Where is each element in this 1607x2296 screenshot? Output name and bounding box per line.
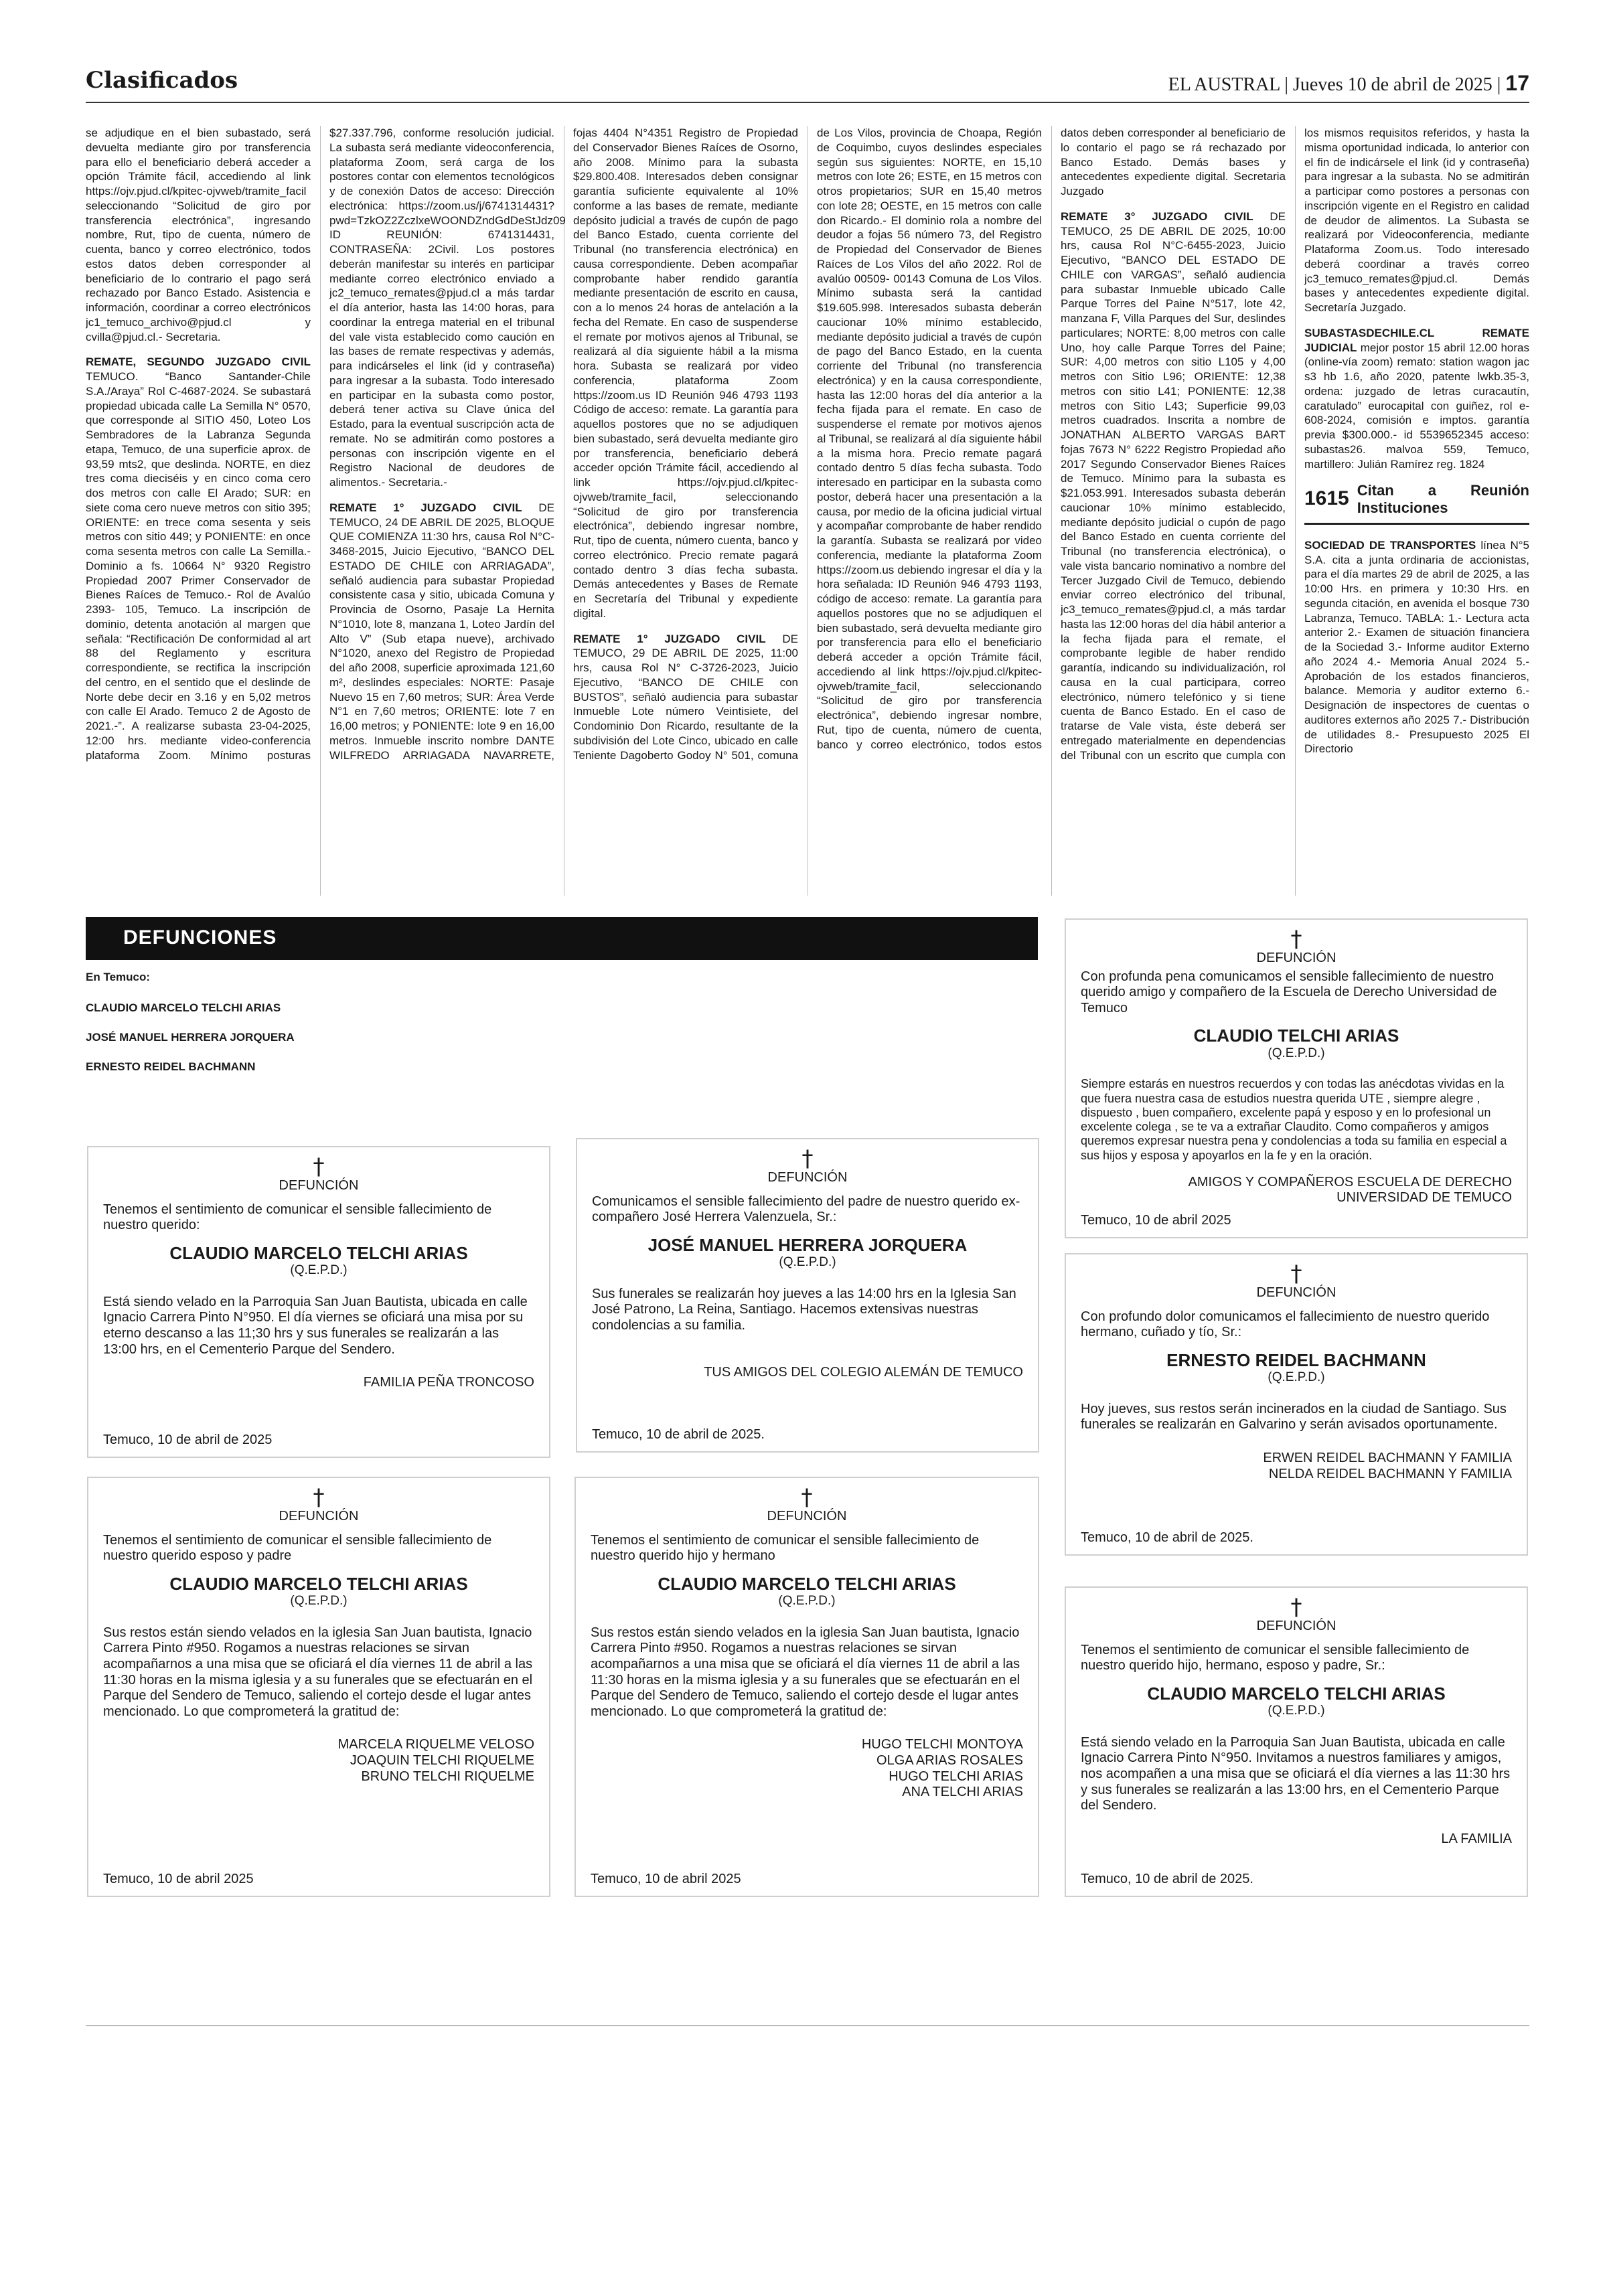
card-signature [591, 1737, 1023, 1800]
card-date: Temuco, 10 de abril 2025 [103, 1872, 254, 1887]
list-item: JOSÉ MANUEL HERRERA JORQUERA [86, 1031, 295, 1044]
citaciones-code: 1615 [1304, 487, 1349, 510]
cross-icon: † [313, 1153, 325, 1180]
page-header [86, 67, 1529, 103]
deceased-name: CLAUDIO MARCELO TELCHI ARIAS [169, 1242, 468, 1263]
card-body: Está siendo velado en la Parroquia San Juan Bautista, ubicada en calle Ignacio Carrera Pinto N°950. Invitamos a nuestros familiares y amigos, nos acompañen a una misa que se oficiará el día viernes a las 11:30 hrs y sus funerales se realizarán a las 13:00 hrs, en el Cementerio Parque del Sendero. [1081, 1734, 1511, 1813]
qepd: (Q.E.P.D.) [290, 1263, 348, 1278]
card-body: Está siendo velado en la Parroquia San Juan Bautista, ubicada en calle Ignacio Carrera Pinto N°950. El día viernes se oficiará una misa por su eterno descanso a las 11;30 hrs y sus funerales se realizarán a las 13:00 hrs, en el Cementerio Parque del Sendero. [103, 1294, 528, 1357]
card-date: Temuco, 10 de abril 2025 [1081, 1213, 1231, 1228]
card-title: DEFUNCIÓN [1256, 951, 1336, 965]
deceased-name: CLAUDIO TELCHI ARIAS [1193, 1026, 1399, 1046]
signature-line: OLGA ARIAS ROSALES [876, 1753, 1023, 1769]
signature-line: HUGO TELCHI MONTOYA [861, 1737, 1023, 1752]
citacion-notice [1304, 538, 1529, 756]
ad-heading: SUBASTASDECHILE.CL REMATE JUDICIAL [1304, 326, 1529, 354]
card-body: Hoy jueves, sus restos serán incinerados en la ciudad de Santiago. Sus funerales se realizarán en Galvarino y serán avisados oportunamente. [1081, 1401, 1507, 1432]
card-signature [1081, 1175, 1512, 1206]
card-intro: Comunicamos el sensible fallecimiento del padre de nuestro querido ex-compañero José Herrera Valenzuela, Sr.: [592, 1194, 1020, 1225]
card-intro: Con profunda pena comunicamos el sensible fallecimiento de nuestro querido amigo y compañero de la Escuela de Derecho Universidad de Temuco [1081, 969, 1497, 1015]
cross-icon: † [1290, 926, 1302, 953]
cross-icon: † [1290, 1594, 1302, 1621]
card-title: DEFUNCIÓN [1256, 1619, 1336, 1633]
deceased-name: ERNESTO REIDEL BACHMANN [1166, 1349, 1426, 1370]
card-signature [103, 1375, 534, 1391]
deceased-name: JOSÉ MANUEL HERRERA JORQUERA [647, 1234, 968, 1255]
card-date: Temuco, 10 de abril 2025 [591, 1872, 741, 1887]
ad-heading: REMATE 3° JUZGADO CIVIL [1061, 210, 1253, 223]
card-title: DEFUNCIÓN [1256, 1285, 1336, 1300]
card-intro: Tenemos el sentimiento de comunicar el sensible fallecimiento de nuestro querido: [103, 1202, 492, 1233]
ad-text: mejor postor 15 abril 12.00 horas (online-vía zoom) remato: station wagon jac s3 hb 1.6, año 2020, patente lwkb.35-3, ordena: juzgado de letras curacautín, caratulado” eurocapital con guiñez, rol e-608-2024, comisión e imptos. garantía previa $300.000.- id 5539652345 acceso: subastas26. malvoa 559, Temuco, martillero: Julián Ramírez reg. 1824 [1304, 341, 1529, 471]
obituary-card [87, 1477, 550, 1897]
card-body: Siempre estarás en nuestros recuerdos y con todas las anécdotas vividas en la que fuera nuestra casa de estudios nuestra querida UTE , siempre alegre , dispuesto , buen compañero, excelente papá y esposo y en lo profesional un excelente colega , se te va a extrañar Claudito. Como compañeros y amigos queremos expresar nuestra pena y condolencias a toda su familia en especial a sus hijos y esposa y apoyarlos en la fe y en la oración. [1081, 1077, 1507, 1162]
deceased-name: CLAUDIO MARCELO TELCHI ARIAS [658, 1573, 956, 1594]
card-title: DEFUNCIÓN [767, 1509, 847, 1524]
section-title: Clasificados [86, 67, 238, 94]
signature-line: HUGO TELCHI ARIAS [889, 1769, 1023, 1784]
card-date: Temuco, 10 de abril de 2025. [592, 1427, 765, 1443]
cross-icon: † [801, 1484, 813, 1511]
defunciones-list [86, 971, 755, 1090]
obituary-card [87, 1146, 550, 1458]
ad-text: se adjudique en el bien subastado, será devuelta mediante giro por transferencia para ello el beneficiario deberá acceder a opción Trámite fácil, accediendo al link https://ojv.pjud.cl/kpitec-ojvweb/tramite_facil seleccionando “Solicitud de giro por transferencia electrónica”, ingresando nombre, Rut, tipo de cuenta, número de cuenta, banco y correo electrónico, todos estos datos deben corresponder al beneficiario de lo contrario el pago será rechazado por Banco Estado. Asistencia e información, coordinar a correo electrónicos jc1_temuco_archivo@pjud.cl y cvilla@pjud.cl.- Secretaria. [86, 127, 311, 343]
defunciones-bar [86, 917, 1038, 960]
ad-heading: REMATE, SEGUNDO JUZGADO CIVIL [86, 355, 311, 369]
card-signature [592, 1365, 1023, 1381]
card-date: Temuco, 10 de abril de 2025. [1081, 1872, 1253, 1887]
list-item: CLAUDIO MARCELO TELCHI ARIAS [86, 1001, 281, 1014]
obituary-card [1065, 918, 1528, 1238]
page-number: 17 [1505, 71, 1529, 95]
card-intro: Con profundo dolor comunicamos el fallecimiento de nuestro querido hermano, cuñado y tío, Sr.: [1081, 1309, 1490, 1340]
signature-line: LA FAMILIA [1441, 1831, 1512, 1846]
folio-text: EL AUSTRAL | Jueves 10 de abril de 2025 | [1168, 74, 1501, 95]
defunciones-title: DEFUNCIONES [123, 926, 277, 949]
ad-text: DE TEMUCO, 24 DE ABRIL DE 2025, BLOQUE QUE COMIENZA 11:30 hrs, causa Rol N°C-3468-2015, Juicio Ejecutivo, “BANCO DEL ESTADO DE CHILE con ARRIAGADA”, señaló audiencia para subastar Propiedad consistente casa y sitio, ubicada Comuna y Provincia de Osorno, Pasaje La Hernita N°1010, lote 8, manzana 1, Loteo Jardín del Alto V” (Sub etapa nueve), archivado N°1020, anexo del Registro de Propiedad del año 2008, superficie aproximada 121,60 m², deslindes especiales: NORTE: Pasaje Nuevo 15 en 7,60 metros; SUR: Área Verde N°1 en 7,60 metros; ORIENTE: lote 7 en 16,00 metros; y PONIENTE: lote 9 en 16,00 metros. Inmueble inscrito nombre DANTE WILFREDO ARRIAGADA NAVARRETE, fojas 4404 N°4351 Registro de Propiedad del Conservador Bienes Raíces de Osorno, año 2008. Mínimo para la subasta $29.800.408. Interesados deben consignar garantía suficiente equivalente al 10% conforme a las bases de remate, mediante depósito judicial a través de cupón de pago del Banco Estado, cuenta corriente del Tribunal (no transferencia electrónica) en causa correspondiente. Deben acompañar comprobante haber rendido garantía mediante presentación de escrito en causa, con a lo menos 24 horas de antelación a la fecha del Remate. En caso de suspenderse el remate por motivos ajenos al Tribunal, se realizará al día siguiente hábil a la misma hora. Subasta se realizará por video conferencia, plataforma Zoom https://zoom.us ID Reunión 946 4793 1193 Código de acceso: remate. La garantía para aquellos postores que no se adjudiquen bien subastado, será devuelta mediante giro por transferencia, beneficiario deberá acceder opción Trámite fácil, accediendo al link https://ojv.pjud.cl/kpitec-ojvweb/tramite_facil, seleccionando “Solicitud de giro por transferencia electrónica”, debiendo ingresar nombre, Rut, tipo de cuenta, número cuenta, banco y correo electrónico. Precio remate pagará contado dentro 3 días fecha subasta. Demás antecedentes y Bases de Remate en Secretaría del Tribunal y expediente digital. [329, 127, 798, 762]
obituary-card [575, 1477, 1039, 1897]
card-intro: Tenemos el sentimiento de comunicar el sensible fallecimiento de nuestro querido hijo, hermano, esposo y padre, Sr.: [1081, 1642, 1470, 1673]
qepd: (Q.E.P.D.) [1268, 1046, 1325, 1061]
cross-icon: † [1290, 1260, 1302, 1287]
card-body: Sus restos están siendo velados en la iglesia San Juan bautista, Ignacio Carrera Pinto #950. Rogamos a nuestras relaciones se sirvan acompañarnos a una misa que se oficiará el día viernes 11 de abril a las 11:30 horas en la misma iglesia y a su funerales que se efectuarán en el Parque del Sendero de Temuco, saliendo el cortejo desde el lugar antes mencionado. Lo que comprometerá la gratitud de: [103, 1625, 533, 1719]
signature-line: NELDA REIDEL BACHMANN Y FAMILIA [1268, 1466, 1512, 1481]
card-title: DEFUNCIÓN [279, 1178, 359, 1193]
ad-heading: REMATE 1° JUZGADO CIVIL [573, 632, 766, 645]
card-signature [1081, 1451, 1512, 1482]
ad-text: línea N°5 S.A. cita a junta ordinaria de accionistas, para el día martes 29 de abril de 2025, a las 10:00 Hrs. en primera y 10:30 Hrs. en segunda citación, en avenida el bosque 730 Labranza, Temuco. TABLA: 1.- Lectura acta anterior 2.- Examen de situación financiera de la Sociedad 3.- Informe auditor Externo año 2024 4.- Memoria Anual 2024 5.- Aprobación de los estados financieros, balance. Memoria y auditor externo 6.- Designación de inspectores de cuentas o auditores externos año 2025 7.- Distribución de utilidades 8.- Presupuesto 2025 El Directorio [1304, 538, 1529, 756]
qepd: (Q.E.P.D.) [1268, 1370, 1325, 1385]
obituary-card [1065, 1253, 1528, 1556]
card-title: DEFUNCIÓN [767, 1170, 848, 1185]
qepd: (Q.E.P.D.) [1268, 1704, 1325, 1718]
ad-text: DE TEMUCO, 29 DE ABRIL DE 2025, 11:00 hrs, causa Rol N° C-3726-2023, Juicio Ejecutivo, “BANCO DE CHILE con BUSTOS”, señaló audiencia para subastar Inmueble Lote número Veintisiete, del Condominio Don Ricardo, resultante de la subdivisión del Lote Cinco, ubicado en calle Teniente Dagoberto Godoy N° 501, comuna de Los Vilos, provincia de Choapa, Región de Coquimbo, cuyos deslindes especiales según sus siguientes: NORTE, en 15,10 metros con lote 26; ESTE, en 15 metros con otros propietarios; SUR en 15,40 metros con lote 28; OESTE, en 15 metros con calle don Ricardo.- El dominio rola a nombre del deudor a fojas 56 número 73, del Registro de Propiedad del Conservador de Bienes Raíces de Los Vilos del año 2022. Rol de avalúo 00509- 00143 Comuna de Los Vilos. Mínimo subasta será la cantidad $19.605.998. Interesados subasta deberán caucionar 10% mínimo establecido, mediante depósito judicial a través de cupón de pago del Banco Estado, en la cuenta corriente del Tribunal (no transferencia electrónica) y en la causa correspondiente, hasta las 12:00 horas del día anterior a la fecha fijada para el remate. En caso de suspenderse el remate por motivos ajenos al Tribunal, se realizará al día siguiente hábil a la misma hora. Precio remate pagará contado dentro 5 días fecha subasta. Todo interesado en participar en la subasta como postor, deberá hacer una presentación a la causa, por medio de la oficina judicial virtual y acompañar comprobante de haber rendido la garantía. Subasta se realizará por video conferencia, mediante la plataforma Zoom https://zoom.us debiendo ingresar el día y la hora señalada: ID Reunión 946 4793 1193, código de acceso: remate. La garantía para aquellos postores que no se adjudiquen el bien subastado, será devuelta mediante giro por transferencia para ello el beneficiario deberá acceder a opción Trámite fácil, accediendo al link https://ojv.pjud.cl/kpitec-ojvweb/tramite_facil, seleccionando “Solicitud de giro por transferencia electrónica”, debiendo ingresar nombre, Rut, tipo de cuenta, número de cuenta, banco y correo electrónico, todos estos datos deben corresponder al beneficiario de lo contario el pago se rá rechazado por Banco Estado. Demás bases y antecedentes expediente digital. Secretaria Juzgado [573, 127, 1286, 762]
ad-text: TEMUCO. “Banco Santander-Chile S.A./Araya” Rol C-4687-2024. Se subastará propiedad ubicada calle La Semilla N° 0570, que corresponde al SITIO 450, Loteo Los Sembradores de la Labranza Segunda etapa, Temuco, de una superficie aprox. de 93,59 mts2, que deslinda. NORTE, en diez tres coma dieciséis y en cinco coma cero dos metros con calle El Arado; SUR: en siete coma cero nueve metros con sitio 395; ORIENTE: en trece coma sesenta y seis metros con sitio 449; y PONIENTE: en once coma sesenta metros con calle La Semilla.- Dominio a fs. 10664 N° 9320 Registro Propiedad 2007 Primer Conservador de Bienes Raíces de Temuco.- Rol de Avalúo 2393- 105, Temuco. La inscripción de dominio, detenta anotación al margen que señala: “Rectificación De conformidad al art 88 del Reglamento y escritura correspondiente, se rectifica la inscripción del centro, en el sentido que el deslinde de Norte debe decir en 3.16 y en 5,02 metros con calle El Arado. Temuco 2 de Agosto de 2021.-”. A realizarse subasta 23-04-2025, 12:00 hrs. mediante video-conferencia plataforma Zoom. Mínimo posturas $27.337.796, conforme resolución judicial. La subasta será mediante videoconferencia, plataforma Zoom, será carga de los postores contar con elementos tecnológicos y de conexión Datos de acceso: Dirección electrónica: https://zoom.us/j/6741314431?pwd=TzkOZ2ZczlxeWOONDZndGdDeStJdz09 ID REUNIÓN: 6741314431, CONTRASEÑA: 2Civil. Los postores deberán manifestar su interés en participar mediante correo electrónico enviado a jc2_temuco_remates@pjud.cl a más tardar el día anterior, hasta las 14:00 horas, para coordinar la entrega material en el tribunal del vale vista establecido como caución en las bases de remate respectivas y además, para indicárseles el link (id y contraseña) para ingresar a la subasta. Todo interesado en participar en la subasta como postor, deberá tener activa su Clave única del Estado, para la eventual suscripción acta de remate. No se admitirán como postores a personas con inscripción vigente en el Registro Nacional de deudores de alimentos.- Secretaria.- [86, 127, 566, 762]
cross-icon: † [313, 1484, 325, 1511]
obituary-card [576, 1138, 1039, 1453]
deceased-name: CLAUDIO MARCELO TELCHI ARIAS [169, 1573, 468, 1594]
signature-line: MARCELA RIQUELME VELOSO [337, 1737, 534, 1752]
citaciones-label: Citan a Reunión Instituciones [1357, 482, 1529, 516]
signature-line: UNIVERSIDAD DE TEMUCO [1336, 1190, 1512, 1206]
classified-ad [86, 126, 311, 344]
cross-icon: † [801, 1145, 814, 1172]
card-date: Temuco, 10 de abril de 2025. [1081, 1530, 1253, 1546]
card-body: Sus restos están siendo velados en la iglesia San Juan bautista, Ignacio Carrera Pinto #950. Rogamos a nuestras relaciones se sirvan acompañarnos a una misa que se oficiará el día viernes 11 de abril a las 11:30 horas en la misma iglesia y a su funerales que se efectuarán en el Parque del Sendero de Temuco, saliendo el cortejo desde el lugar antes mencionado. Lo que comprometerá la gratitud de: [591, 1625, 1020, 1719]
qepd: (Q.E.P.D.) [779, 1255, 836, 1270]
signature-line: BRUNO TELCHI RIQUELME [361, 1769, 534, 1784]
signature-line: ERWEN REIDEL BACHMANN Y FAMILIA [1263, 1451, 1512, 1466]
ad-text: DE TEMUCO, 25 DE ABRIL DE 2025, 10:00 hrs, causa Rol N°C-6455-2023, Juicio Ejecutivo, “BANCO DEL ESTADO DE CHILE con VARGAS”, señaló audiencia para subastar Inmueble ubicado Calle Parque Torres del Paine N°517, lote 42, manzana F, Villa Parques del Sur, deslindes particulares; NORTE: 8,00 metros con calle Uno, hoy calle Parque Torres del Paine; SUR: 4,00 metros con sitio L105 y 4,00 metros con Sitio L96; ORIENTE: 12,38 metros con sitio L41; PONIENTE: 12,38 metros con Sitio L43; Superficie 99,03 metros cuadrados. Inscrita a nombre de JONATHAN ALBERTO VARGAS BART fojas 7673 N° 6222 Registro Propiedad año 2017 Segundo Conservador Bienes Raíces de Temuco. Mínimo para la subasta es $21.053.991. Interesados subasta deberán caucionar 10% mínimo establecido, mediante depósito judicial o cupón de pago del Banco Estado en cuenta corriente del Tribunal (no transferencia electrónica), o vale vista bancario nominativo a nombre del Tercer Juzgado Civil de Temuco, debiendo enviar correo electrónico del tribunal, jc3_temuco_remates@pjud.cl, a más tardar hasta las 12:00 horas del día hábil anterior a la fecha fijada para el remate, el comprobante legible de haber rendido garantía, indicando su individualización, rol causa en la cual participara, correo electrónico, número telefónico y si tiene cuenta de Banco Estado. En el caso de tratarse de Vale vista, éste deberá ser entregado materialmente en dependencias del Tribunal con un escrito que cumpla con los mismos requisitos referidos, y hasta la misma oportunidad indicada, lo anterior con el fin de indicársele el link (id y contraseña) para ingresar a la subasta. No se admitirán a participar como postores a personas con inscripción vigente en el Registro en calidad de deudor de alimentos. La Subasta se realizará por Videoconferencia, mediante Plataforma Zoom.us. Todo interesado deberá coordinar a través correo jc3_temuco_remates@pjud.cl. Demás bases y antecedentes expediente digital. Secretaría Juzgado. [1061, 127, 1529, 762]
card-date: Temuco, 10 de abril de 2025 [103, 1432, 273, 1448]
card-intro: Tenemos el sentimiento de comunicar el sensible fallecimiento de nuestro querido esposo y padre [103, 1532, 492, 1564]
card-signature [103, 1737, 534, 1785]
signature-line: AMIGOS Y COMPAÑEROS ESCUELA DE DERECHO [1188, 1174, 1512, 1190]
signature-line: JOAQUIN TELCHI RIQUELME [350, 1753, 534, 1769]
signature-line: TUS AMIGOS DEL COLEGIO ALEMÁN DE TEMUCO [704, 1364, 1023, 1380]
page-folio [1168, 71, 1529, 96]
citaciones-header [1304, 482, 1529, 525]
qepd: (Q.E.P.D.) [778, 1594, 836, 1609]
list-item: ERNESTO REIDEL BACHMANN [86, 1060, 256, 1073]
signature-line: FAMILIA PEÑA TRONCOSO [363, 1375, 534, 1390]
ad-heading: SOCIEDAD DE TRANSPORTES [1304, 538, 1476, 552]
signature-line: ANA TELCHI ARIAS [902, 1785, 1023, 1800]
card-intro: Tenemos el sentimiento de comunicar el sensible fallecimiento de nuestro querido hijo y hermano [591, 1532, 980, 1564]
card-body: Sus funerales se realizarán hoy jueves a las 14:00 hrs en la Iglesia San José Patrono, La Reina, Santiago. Hacemos extensivas nuestras condolencias a su familia. [592, 1286, 1016, 1333]
list-intro: En Temuco: [86, 971, 151, 983]
classified-ad [1304, 326, 1529, 472]
card-signature [1081, 1831, 1512, 1848]
card-title: DEFUNCIÓN [279, 1509, 359, 1524]
classifieds-columns [86, 126, 1529, 896]
qepd: (Q.E.P.D.) [290, 1594, 348, 1609]
footer-rule [86, 2025, 1529, 2026]
deceased-name: CLAUDIO MARCELO TELCHI ARIAS [1147, 1683, 1446, 1704]
obituary-card [1065, 1586, 1528, 1897]
ad-heading: REMATE 1° JUZGADO CIVIL [329, 501, 522, 514]
